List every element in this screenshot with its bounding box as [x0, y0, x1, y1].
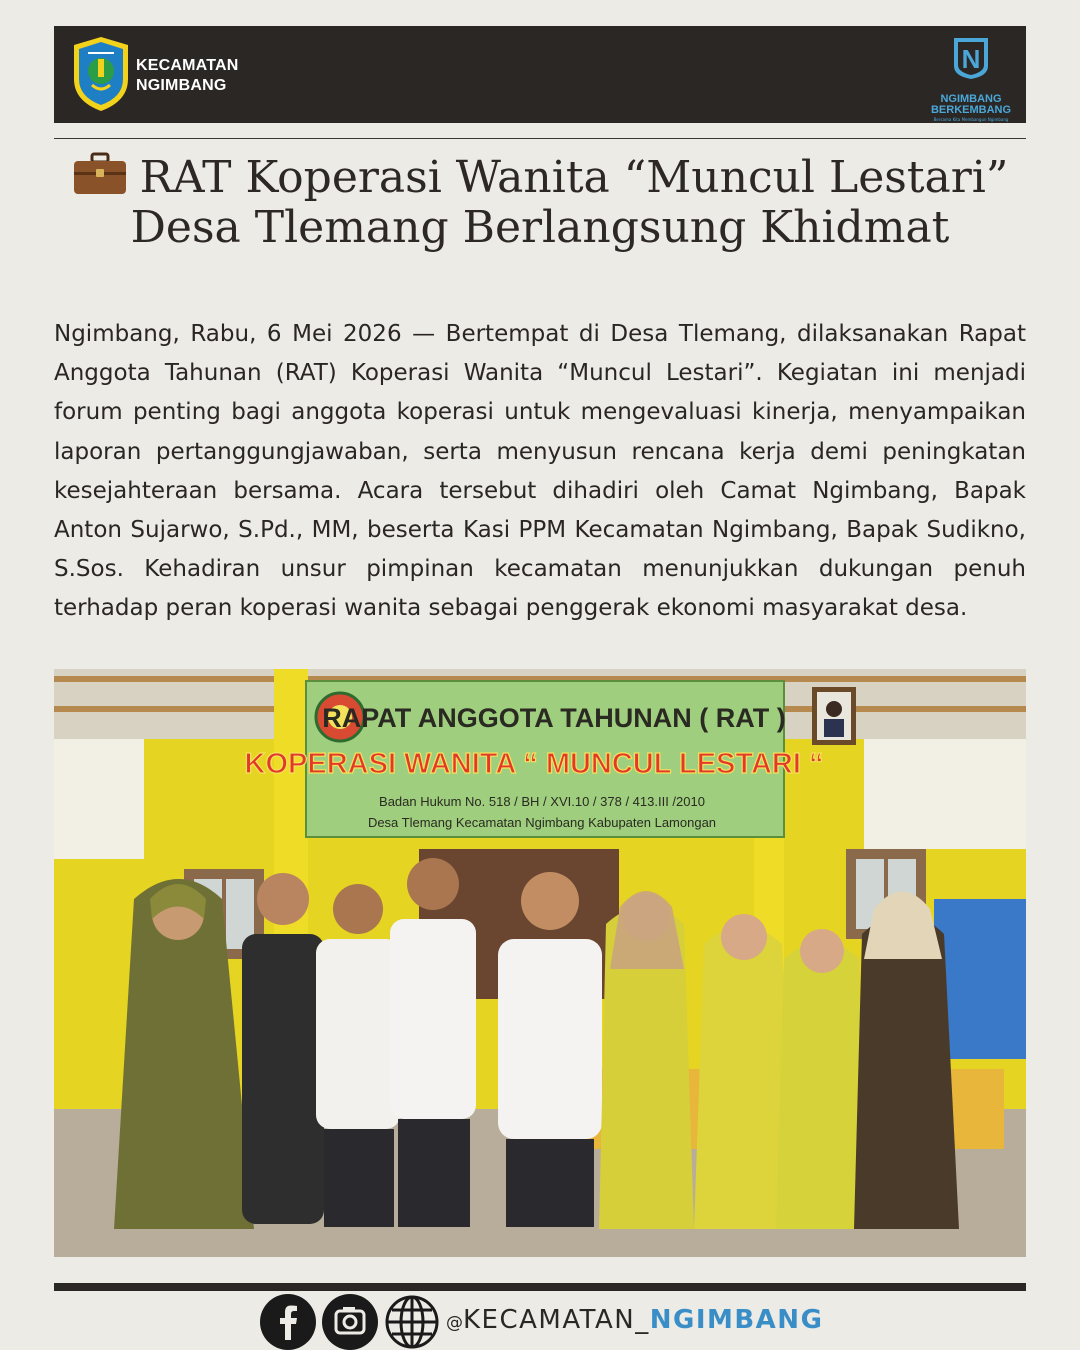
lamongan-emblem-icon	[70, 35, 132, 113]
banner-line-2: KOPERASI WANITA “ MUNCUL LESTARI “	[244, 748, 824, 780]
group-photo-illustration	[54, 669, 1026, 1257]
briefcase-icon	[72, 152, 128, 196]
article-title-text: RAT Koperasi Wanita “Muncul Lestari” Desa Tlemang Berlangsung Khidmat	[130, 152, 1009, 253]
brand-line-1: KECAMATAN	[136, 57, 239, 74]
logo-line-2: BERKEMBANG	[930, 104, 1012, 116]
handle-at: @	[446, 1313, 463, 1333]
logo-line-1: NGIMBANG	[940, 93, 1002, 105]
handle-accent: NGIMBANG	[649, 1305, 824, 1335]
banner-line-3: Badan Hukum No. 518 / BH / XVI.10 / 378 / 413.III /2010	[379, 794, 705, 809]
article-body: Ngimbang, Rabu, 6 Mei 2026 — Bertempat di Desa Tlemang, dilaksanakan Rapat Anggota Tahunan (RAT) Koperasi Wanita “Muncul Lestari”. Kegiatan ini menjadi forum penting bagi anggota koperasi untuk mengevaluasi kinerja, menyampaikan laporan pertanggungjawaban, serta menyusun rencana kerja demi peningkatan kesejahteraan bersama. Acara tersebut dihadiri oleh Camat Ngimbang, Bapak Anton Sujarwo, S.Pd., MM, beserta Kasi PPM Kecamatan Ngimbang, Bapak Sudikno, S.Sos. Kehadiran unsur pimpinan kecamatan menunjukkan dukungan penuh terhadap peran koperasi wanita sebagai penggerak ekonomi masyarakat desa.	[54, 321, 1026, 622]
social-footer	[260, 1294, 860, 1350]
banner-line-4: Desa Tlemang Kecamatan Ngimbang Kabupaten Lamongan	[367, 815, 717, 830]
article-title	[60, 152, 1020, 253]
brand-line-2: NGIMBANG	[136, 77, 227, 94]
instagram-icon[interactable]	[322, 1294, 378, 1350]
header-bar	[54, 26, 1026, 123]
bottom-divider	[54, 1283, 1026, 1291]
ngimbang-berkembang-logo	[924, 34, 1018, 122]
n-letter: N	[961, 44, 981, 74]
facebook-icon[interactable]	[260, 1294, 316, 1350]
globe-icon[interactable]	[384, 1294, 440, 1350]
banner-line-1: RAPAT ANGGOTA TAHUNAN ( RAT )	[322, 703, 786, 733]
top-divider	[54, 138, 1026, 139]
social-handle[interactable]	[446, 1302, 823, 1341]
logo-subtitle: Bersama Kita Membangun Ngimbang	[933, 117, 1009, 122]
n-shield-icon	[952, 36, 990, 80]
handle-main: KECAMATAN_	[463, 1305, 650, 1335]
logo-tagline	[924, 94, 1018, 116]
event-photo	[54, 669, 1026, 1257]
brand-name	[136, 56, 239, 96]
